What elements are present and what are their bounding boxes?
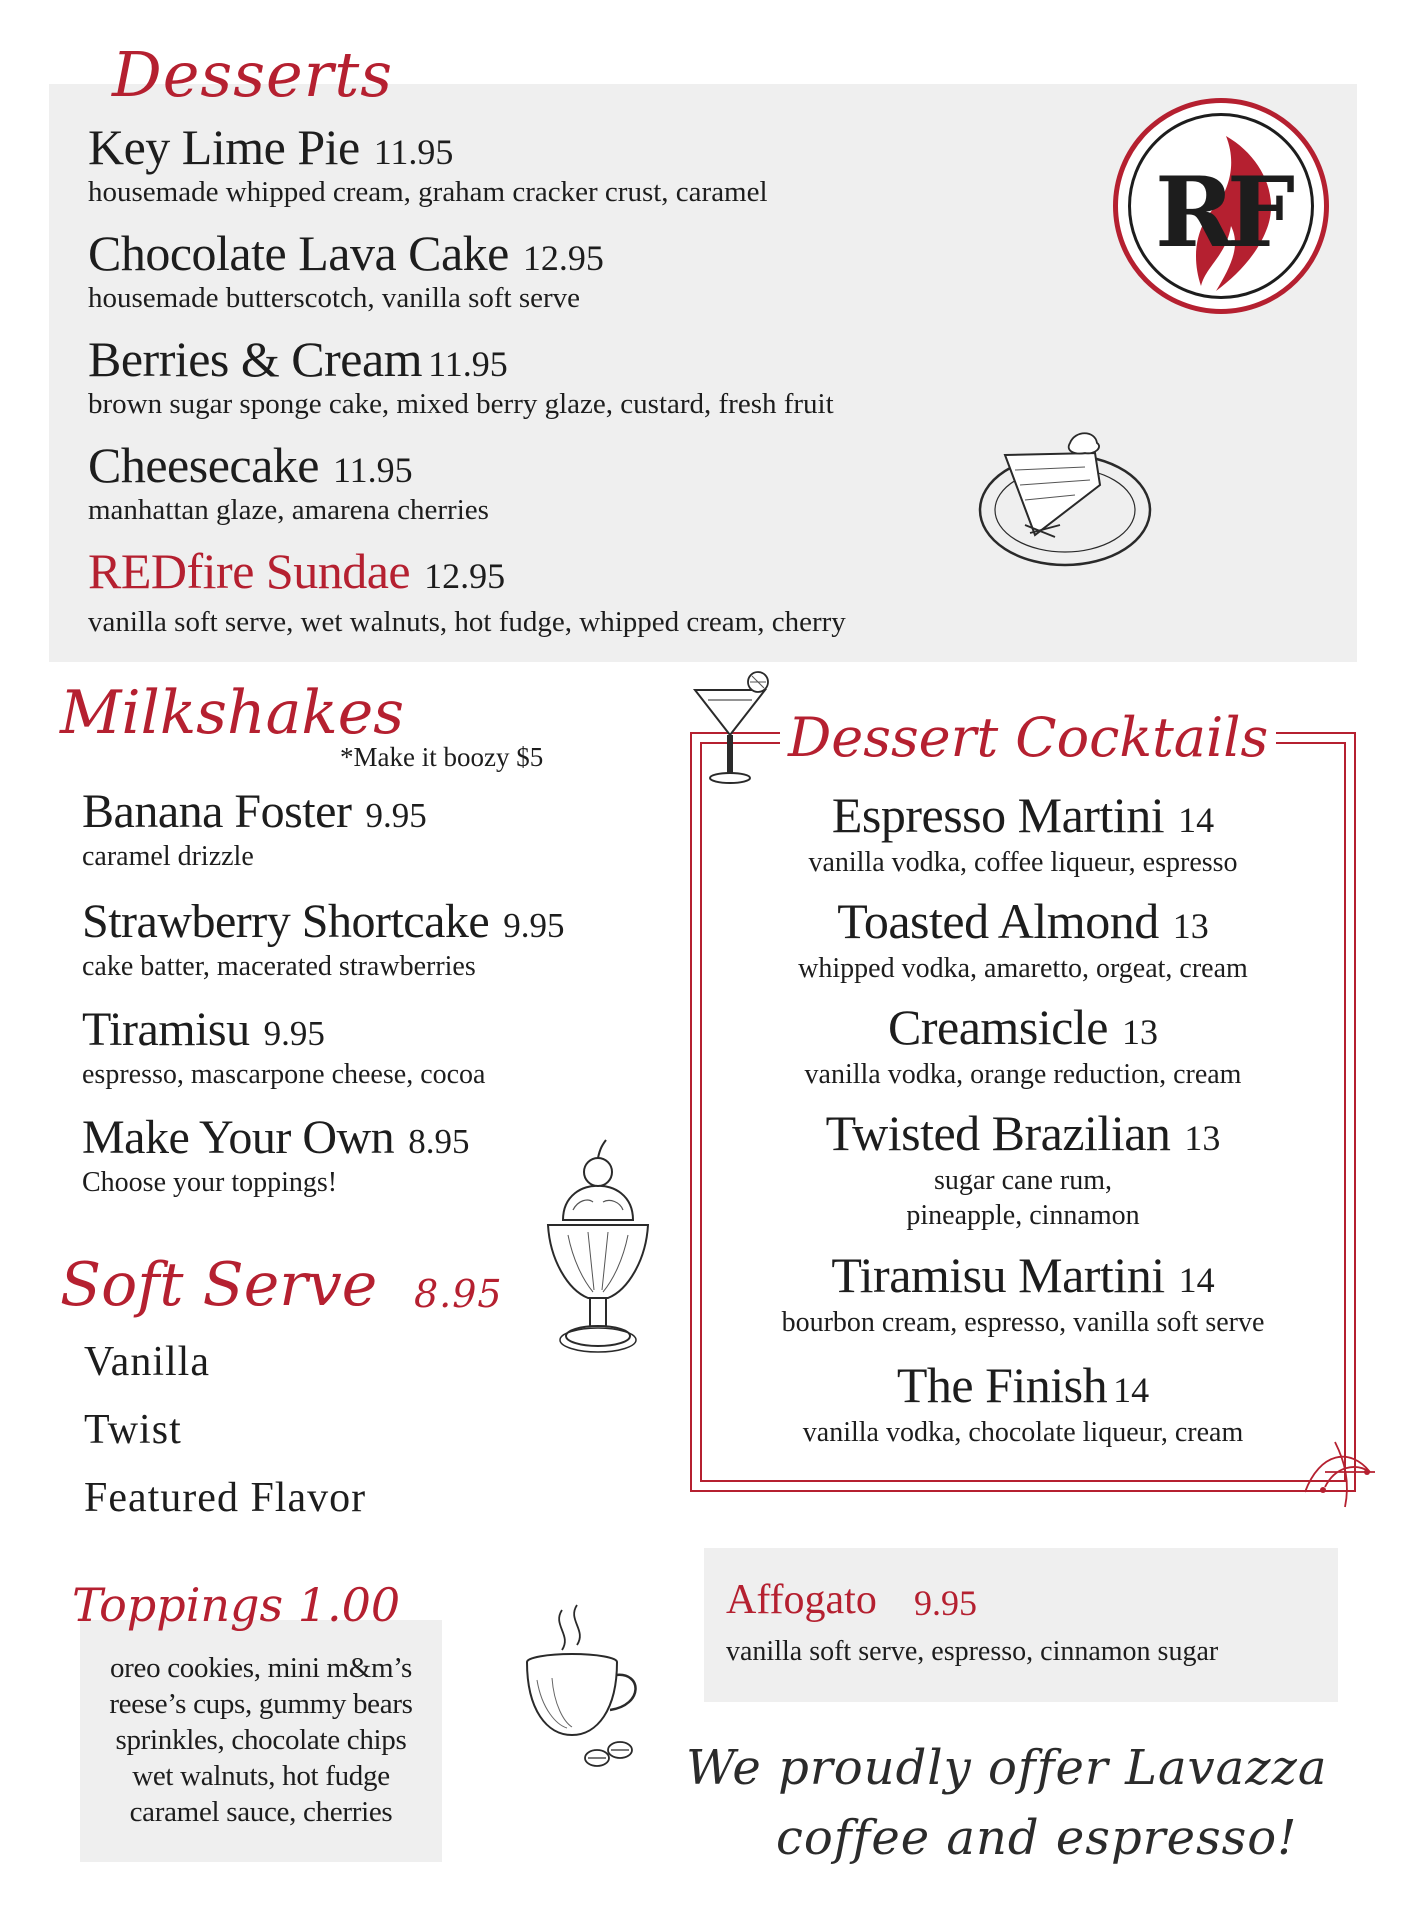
milkshake-desc: Choose your toppings! bbox=[82, 1167, 338, 1198]
dessert-name: Berries & Cream bbox=[88, 331, 423, 387]
dessert-price: 12.95 bbox=[424, 556, 506, 596]
soft-serve-flavor: Twist bbox=[84, 1407, 182, 1453]
cocktail-price: 14 bbox=[1178, 1260, 1215, 1300]
toppings-list bbox=[80, 1650, 442, 1830]
milkshake-item bbox=[82, 1111, 470, 1199]
redfire-logo bbox=[1113, 98, 1329, 314]
milkshake-item bbox=[82, 785, 427, 873]
cocktail-desc: vanilla vodka, orange reduction, cream bbox=[804, 1059, 1242, 1090]
lavazza-line-1: We proudly offer Lavazza bbox=[686, 1740, 1328, 1796]
pie-slice-icon bbox=[975, 425, 1155, 575]
cocktail-price: 14 bbox=[1113, 1370, 1150, 1410]
milkshake-price: 9.95 bbox=[263, 1014, 325, 1053]
dessert-item bbox=[88, 331, 834, 421]
dessert-desc: housemade whipped cream, graham cracker crust, caramel bbox=[88, 176, 768, 208]
dessert-item bbox=[88, 543, 846, 639]
cocktail-desc: pineapple, cinnamon bbox=[906, 1200, 1140, 1231]
topping-line: wet walnuts, hot fudge bbox=[132, 1760, 390, 1792]
cocktails-title: Dessert Cocktails bbox=[780, 706, 1276, 769]
milkshake-desc: espresso, mascarpone cheese, cocoa bbox=[82, 1059, 486, 1090]
milkshake-name: Tiramisu bbox=[82, 1003, 250, 1056]
affogato-price: 9.95 bbox=[914, 1583, 977, 1623]
dessert-desc: manhattan glaze, amarena cherries bbox=[88, 494, 489, 526]
dessert-item bbox=[88, 119, 768, 209]
affogato-name: Affogato bbox=[726, 1577, 877, 1623]
cocktail-name: Tiramisu Martini bbox=[831, 1247, 1165, 1303]
cocktail-desc: vanilla vodka, chocolate liqueur, cream bbox=[802, 1417, 1244, 1448]
affogato-desc: vanilla soft serve, espresso, cinnamon sugar bbox=[726, 1636, 1219, 1667]
topping-line: reese’s cups, gummy bears bbox=[109, 1688, 413, 1720]
cocktail-item bbox=[700, 787, 1346, 880]
topping-line: oreo cookies, mini m&m’s bbox=[109, 1652, 413, 1684]
boozy-note: *Make it boozy $5 bbox=[340, 742, 544, 772]
milkshake-name: Banana Foster bbox=[82, 785, 352, 838]
desserts-title: Desserts bbox=[112, 38, 394, 111]
cocktail-item bbox=[700, 1247, 1346, 1340]
cocktail-item bbox=[700, 1105, 1346, 1233]
milkshake-item bbox=[82, 895, 565, 983]
cocktail-name: Twisted Brazilian bbox=[825, 1105, 1171, 1161]
cocktail-price: 13 bbox=[1172, 906, 1209, 946]
dessert-price: 11.95 bbox=[428, 344, 508, 384]
dessert-price: 11.95 bbox=[373, 132, 454, 172]
milkshake-name: Strawberry Shortcake bbox=[82, 895, 490, 948]
cocktail-item bbox=[700, 1357, 1346, 1450]
milkshake-name: Make Your Own bbox=[82, 1111, 395, 1164]
soft-serve-price: 8.95 bbox=[414, 1272, 503, 1316]
milkshake-price: 9.95 bbox=[365, 796, 427, 835]
cocktail-desc: bourbon cream, espresso, vanilla soft serve bbox=[781, 1307, 1265, 1338]
soft-serve-title: Soft Serve bbox=[60, 1250, 378, 1320]
logo-inner-ring bbox=[1128, 113, 1314, 299]
dessert-name: Key Lime Pie bbox=[88, 119, 360, 175]
martini-glass-icon bbox=[690, 660, 770, 790]
milkshake-desc: caramel drizzle bbox=[82, 841, 254, 872]
cocktail-name: Toasted Almond bbox=[837, 893, 1159, 949]
cocktail-price: 13 bbox=[1121, 1012, 1158, 1052]
dessert-price: 11.95 bbox=[332, 450, 413, 490]
milkshake-price: 8.95 bbox=[408, 1122, 470, 1161]
cocktail-desc: whipped vodka, amaretto, orgeat, cream bbox=[798, 953, 1248, 984]
coffee-cup-icon bbox=[512, 1600, 652, 1800]
soft-serve-flavor: Vanilla bbox=[84, 1339, 210, 1385]
topping-line: caramel sauce, cherries bbox=[129, 1796, 393, 1828]
milkshake-desc: cake batter, macerated strawberries bbox=[82, 951, 476, 982]
dessert-desc: housemade butterscotch, vanilla soft serve bbox=[88, 282, 581, 314]
cocktail-item bbox=[700, 893, 1346, 986]
dessert-name: Cheesecake bbox=[88, 437, 319, 493]
topping-line: sprinkles, chocolate chips bbox=[115, 1724, 407, 1756]
cocktail-name: Creamsicle bbox=[888, 999, 1108, 1055]
affogato-panel bbox=[704, 1548, 1338, 1702]
milkshakes-title: Milkshakes bbox=[60, 678, 405, 748]
cocktail-desc: sugar cane rum, bbox=[933, 1165, 1113, 1196]
dessert-name: Chocolate Lava Cake bbox=[88, 225, 509, 281]
cocktail-item bbox=[700, 999, 1346, 1092]
toppings-title: Toppings 1.00 bbox=[72, 1578, 401, 1632]
sundae-icon bbox=[538, 1140, 658, 1400]
cocktail-price: 14 bbox=[1178, 800, 1215, 840]
dessert-item bbox=[88, 225, 604, 315]
dessert-name: REDfire Sundae bbox=[88, 543, 411, 599]
dessert-item bbox=[88, 437, 489, 527]
cocktail-desc: vanilla vodka, coffee liqueur, espresso bbox=[808, 847, 1238, 878]
logo-text: RF bbox=[1155, 156, 1287, 269]
cocktail-name: The Finish bbox=[896, 1357, 1108, 1413]
soft-serve-flavor: Featured Flavor bbox=[84, 1475, 367, 1521]
cocktail-name: Espresso Martini bbox=[831, 787, 1165, 843]
dessert-desc: brown sugar sponge cake, mixed berry glaze, custard, fresh fruit bbox=[88, 388, 834, 420]
milkshake-item bbox=[82, 1003, 486, 1091]
dessert-price: 12.95 bbox=[522, 238, 604, 278]
cocktail-price: 13 bbox=[1184, 1118, 1221, 1158]
lavazza-line-2: coffee and espresso! bbox=[776, 1810, 1298, 1866]
dessert-desc: vanilla soft serve, wet walnuts, hot fudge, whipped cream, cherry bbox=[88, 606, 846, 638]
milkshake-price: 9.95 bbox=[503, 906, 565, 945]
